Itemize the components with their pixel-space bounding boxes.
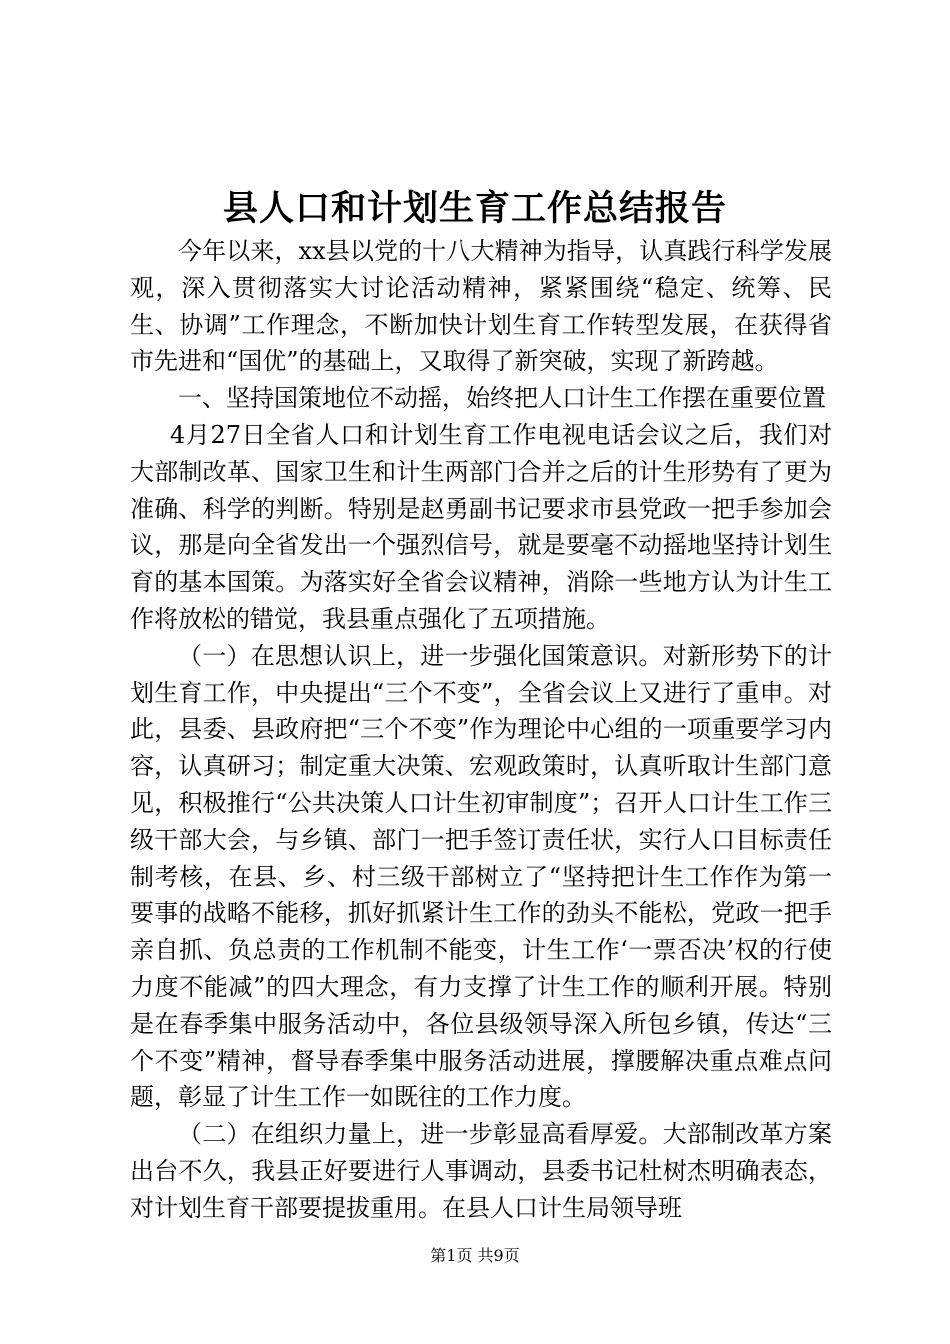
document-title: 县人口和计划生育工作总结报告 bbox=[222, 189, 727, 229]
paragraph-meeting: 4月27日全省人口和计划生育工作电视电话会议之后，我们对大部制改革、国家卫生和计生两部门合并之后的计生形势有了更为准确、科学的判断。特别是赵勇副书记要求市县党政一把手参加会议，那是向全省发出一个强烈信号，就是要毫不动摇地坚持计划生育的基本国策。为落实好全省会议精神，消除一些地方认为计生工作将放松的错觉，我县重点强化了五项措施。 bbox=[130, 420, 832, 633]
paragraph-measure-1: （一）在思想认识上，进一步强化国策意识。对新形势下的计划生育工作，中央提出“三个不变”，全省会议上又进行了重申。对此，县委、县政府把“三个不变”作为理论中心组的一项重要学习内容，认真研习；制定重大决策、宏观政策时，认真听取计生部门意见，积极推行“公共决策人口计生初审制度”；召开人口计生工作三级干部大会，与乡镇、部门一把手签订责任状，实行人口目标责任制考核，在县、乡、村三级干部树立了“坚持把计生工作作为第一要事的战略不能移，抓好抓紧计生工作的劲头不能松，党政一把手亲自抓、负总责的工作机制不能变，计生工作‘一票否决’权的行使力度不能减”的四大理念，有力支撑了计生工作的顺利开展。特别是在春季集中服务活动中，各位县级领导深入所包乡镇，传达“三个不变”精神，督导春季集中服务活动进展，撑腰解决重点难点问题，彰显了计生工作一如既往的工作力度。 bbox=[130, 641, 832, 1112]
document-body bbox=[130, 233, 832, 1227]
paragraph-intro: 今年以来，xx县以党的十八大精神为指导，认真践行科学发展观，深入贯彻落实大讨论活动精神，紧紧围绕“稳定、统筹、民生、协调”工作理念，不断加快计划生育工作转型发展，在获得省市先进和“国优”的基础上，又取得了新突破，实现了新跨越。 bbox=[130, 237, 832, 376]
section-heading-1: 一、坚持国策地位不动摇，始终把人口计生工作摆在重要位置 bbox=[178, 384, 826, 413]
paragraph-measure-2: （二）在组织力量上，进一步彰显高看厚爱。大部制改革方案出台不久，我县正好要进行人事调动，县委书记杜树杰明确表态，对计划生育干部要提拔重用。在县人口计生局领导班 bbox=[130, 1120, 832, 1222]
page-indicator: 第1页 共9页 bbox=[430, 1246, 520, 1265]
